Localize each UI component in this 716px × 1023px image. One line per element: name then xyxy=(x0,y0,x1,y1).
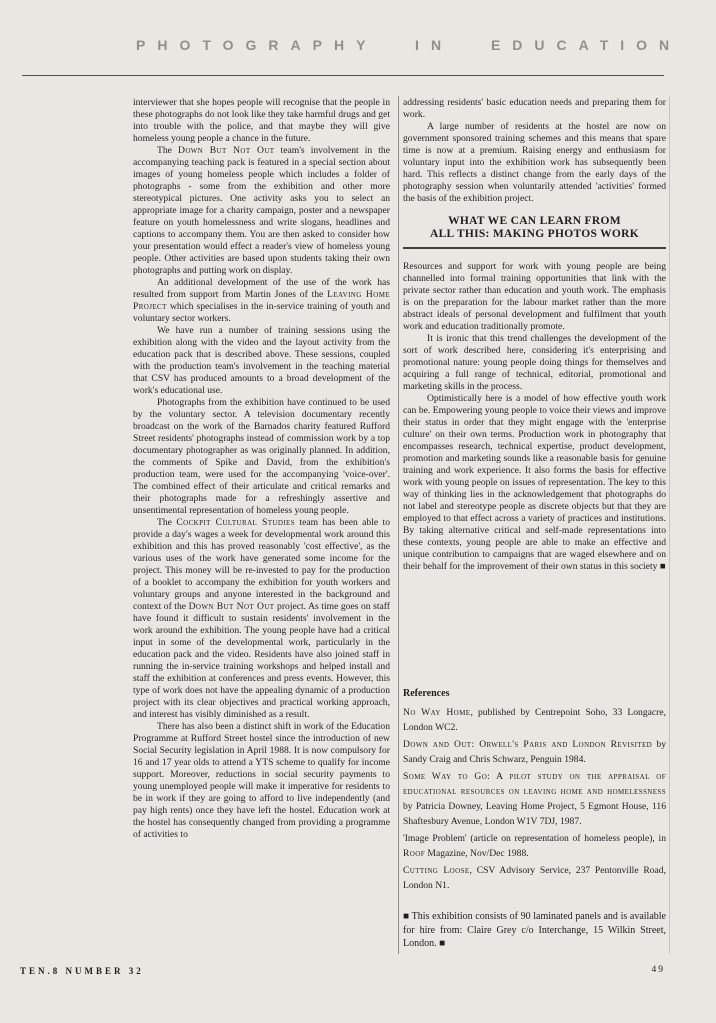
page-header-title: PHOTOGRAPHY IN EDUCATION xyxy=(136,37,682,53)
body-paragraph: A large number of residents at the hostel are now on government sponsored training schemes and this means that spare time is now at a premium. Raising energy and enthusiasm for voluntary input into the exhibition work has subsequently been hard. This reflects a distinct change from the early days of the photography session when voluntarily attended 'activities' formed the basis of the exhibition project. xyxy=(403,121,666,204)
reference-item: Down and Out: Orwell's Paris and London Revisited by Sandy Craig and Chris Schwarz, Penguin 1984. xyxy=(403,739,666,765)
section-heading xyxy=(403,215,666,249)
left-column xyxy=(133,97,390,959)
references-section xyxy=(403,688,666,895)
right-column xyxy=(403,97,666,959)
body-paragraph: The Down But Not Out team's involvement in the accompanying teaching pack is featured in a special section about images of young homeless people which includes a folder of photographs - some from the exhibition and other more stereotypical pictures. One activity asks you to select an appropriate image for a charity campaign, poster and a newspaper feature on youth homelessness and write slogans, headlines and captions to accompany them. You are then asked to consider how your presentation would effect a reader's view of homeless young people. Other activities are based upon students taking their own photographs and putting work on display. xyxy=(133,145,390,276)
body-paragraph: addressing residents' basic education needs and preparing them for work. xyxy=(403,97,666,120)
reference-item: 'Image Problem' (article on representation of homeless people), in Roof Magazine, Nov/Dec 1988. xyxy=(403,833,666,859)
body-paragraph: We have run a number of training sessions using the exhibition along with the video and the layout activity from the education pack that is described above. These sessions, coupled with the production team's involvement in the teaching material that CSV has produced amounts to a broad development of the work's educational use. xyxy=(133,325,390,396)
reference-item: No Way Home, published by Centrepoint Soho, 33 Longacre, London WC2. xyxy=(403,707,667,733)
page-number: 49 xyxy=(651,965,665,975)
body-paragraph: The Cockpit Cultural Studies team has been able to provide a day's wages a week for developmental work around this exhibition and this has proved reasonably 'cost effective', as the various uses of the work have generated some income for the project. This money will be re-invested to pay for the production of a booklet to accompany the exhibition for youth workers and voluntary groups and anyone interested in the background and context of the Down But Not Out project. As time goes on staff have found it difficult to sustain residents' involvement in the work around the exhibition. The young people have had a critical input in some of the developmental work, particularly in the education pack and the video. Residents have also joined staff in running the in-service training workshops and helped install and staff the exhibition at conferences and press events. However, this type of work does not have the appealing dynamic of a production project with its clear objectives and practical working approach, and interest has visibly diminished as a result. xyxy=(133,517,390,720)
body-paragraph: An additional development of the use of the work has resulted from support from Martin Jones of the Leaving Home Project which specialises in the in-service training of youth and voluntary sector workers. xyxy=(133,277,390,324)
body-paragraph: There has also been a distinct shift in work of the Education Programme at Rufford Street hostel since the introduction of new Social Security legislation in April 1988. It is now compulsory for 16 and 17 year olds to attend a YTS scheme to qualify for income support. Moreover, reductions in social security payments to young unemployed people will make it imperative for residents to be in work if they are going to afford to live independently (and pay high rents) once they have left the hostel. Education work at the hostel has consequently changed from providing a programme of activities to xyxy=(133,721,390,840)
journal-footer-title: TEN.8 NUMBER 32 xyxy=(20,966,144,976)
header-rule xyxy=(22,75,664,76)
references-list xyxy=(403,705,666,893)
body-paragraph: interviewer that she hopes people will recognise that the people in these photographs do not look like they take harmful drugs and get into trouble with the police, and that maybe they will give homeless young people a chance in the future. xyxy=(133,97,390,144)
column-divider-rule xyxy=(398,96,399,954)
availability-note-text: ■ This exhibition consists of 90 laminated panels and is available for hire from: Claire Grey c/o Interchange, 15 Wilkin Street, London. ■ xyxy=(403,911,666,949)
body-paragraph: Resources and support for work with young people are being channelled into formal training opportunities that link with the private sector rather than education and youth work. The emphasis is on the preparation for the labour market rather than the more abstract ideals of personal development and fulfilment that youth work and education traditionally promote. xyxy=(403,261,666,332)
reference-item: Some Way to Go: A pilot study on the appraisal of educational resources on leaving home and homelessness by Patricia Downey, Leaving Home Project, 5 Egmont House, 116 Shaftesbury Avenue, London W1V 7DJ, 1987. xyxy=(403,771,666,827)
right-column-top xyxy=(403,97,666,205)
section-heading-line1: WHAT WE CAN LEARN FROM xyxy=(448,215,621,227)
reference-item: Cutting Loose, CSV Advisory Service, 237 Pentonville Road, London N1. xyxy=(403,865,667,891)
references-title: References xyxy=(403,688,450,699)
body-paragraph: Optimistically here is a model of how effective youth work can be. Empowering young people to voice their views and improve their status in order that they might engage with the 'enterprise culture' on their own terms. Production work in photography that encompasses research, technical expertise, product development, promotion and marketing sounds like a reasonable basis for genuine training and work experience. It also forms the basis for effective work with young people on issues of representation. The key to this way of thinking lies in the acknowledgement that photographs do not label and stereotype people as discrete objects but that they are employed to that effect across a variety of practices and institutions. By taking alternative critical and self-made representations into these contexts, young people are able to make an effective and unique contribution to campaigns that are waged elsewhere and on their behalf for the improvement of their own status in this society ■ xyxy=(403,393,666,572)
availability-note xyxy=(403,910,666,951)
right-column-body xyxy=(403,261,666,573)
section-heading-line2: ALL THIS: MAKING PHOTOS WORK xyxy=(429,228,640,240)
body-paragraph: Photographs from the exhibition have continued to be used by the voluntary sector. A television documentary recently broadcast on the work of the Barnados charity featured Rufford Street residents' photographs instead of commission work by a top documentary photographer as was originally planned. In addition, the comments of Spike and David, from the exhibition's production team, were used for the accompanying 'voice-over'. The combined effect of their articulate and critical remarks and their photographs made for a refreshingly assertive and unsentimental representation of homeless young people. xyxy=(133,397,390,516)
right-margin-rule xyxy=(669,96,670,954)
body-paragraph: It is ironic that this trend challenges the development of the sort of work described here, considering it's enterprising and promotional nature: young people doing things for themselves and acquiring a full range of technical, editorial, promotional and marketing skills in the process. xyxy=(403,333,666,392)
